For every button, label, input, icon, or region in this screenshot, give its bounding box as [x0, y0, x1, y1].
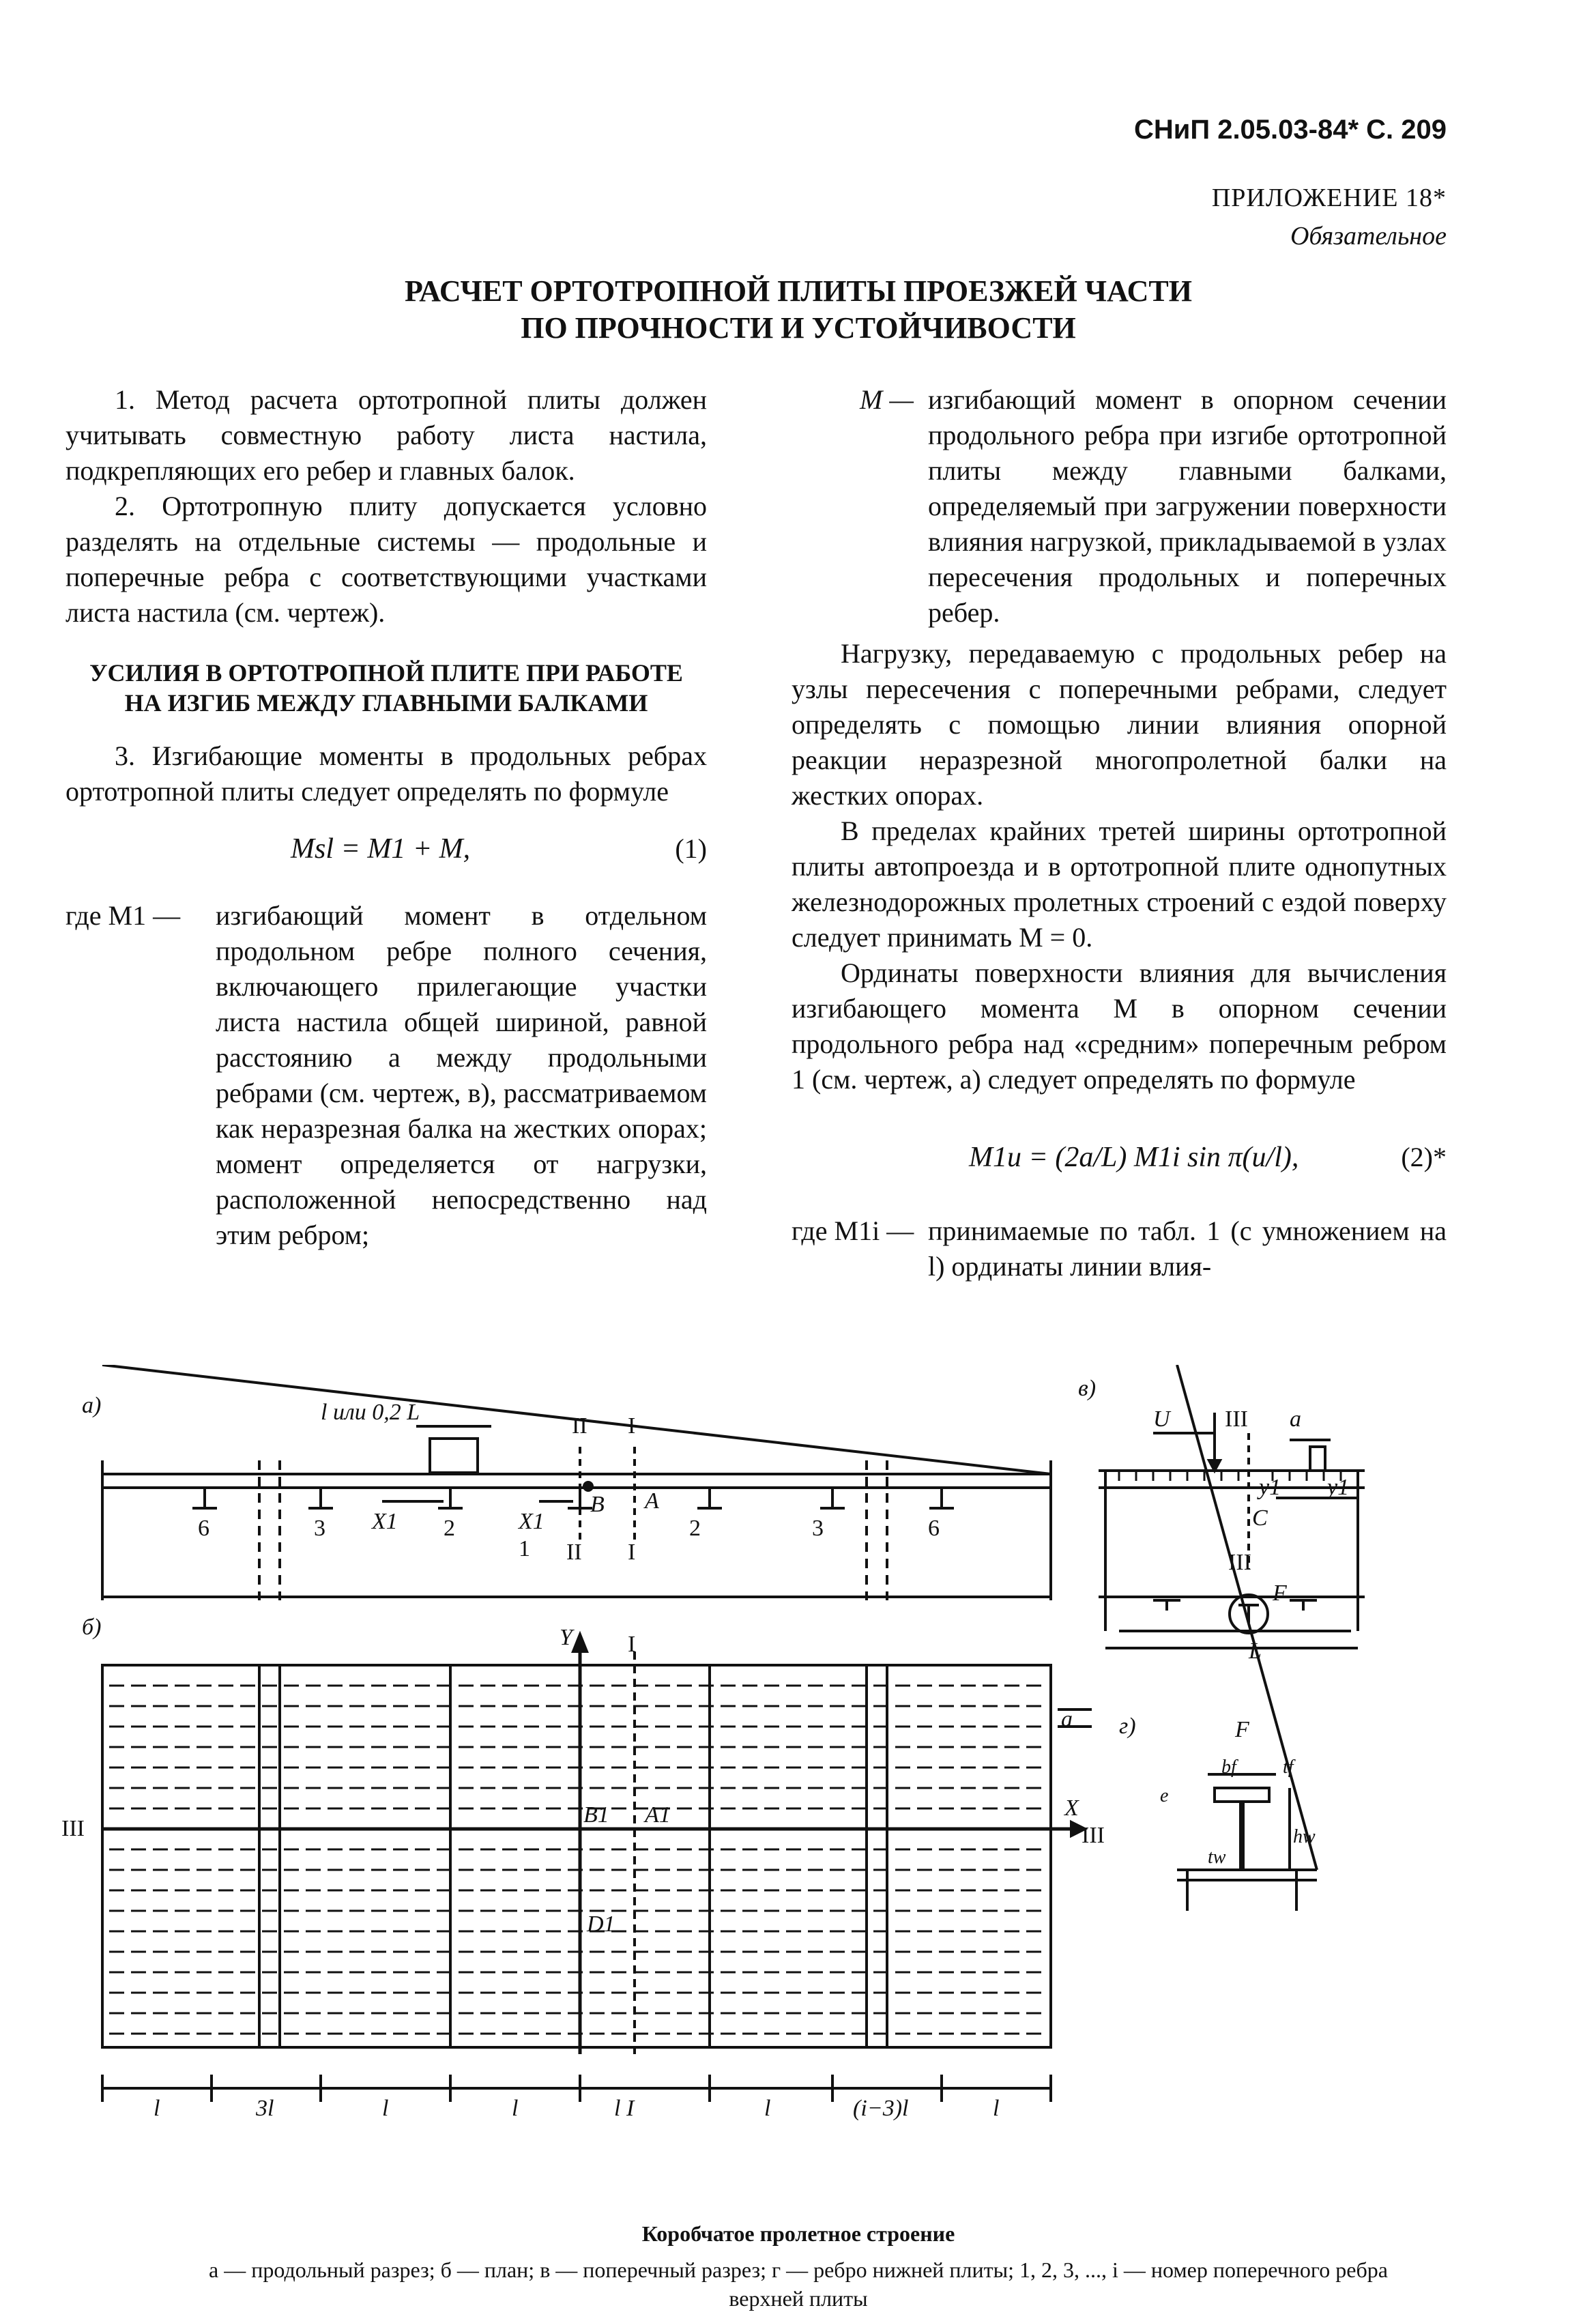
axis-Y: Y [560, 1625, 572, 1650]
span-7: (i−3)l [853, 2096, 909, 2121]
span-8: l [993, 2096, 1000, 2121]
span-6: l [764, 2096, 771, 2121]
section-II-top: II [572, 1413, 587, 1439]
point-A1: A1 [645, 1802, 671, 1828]
formula-2: M1u = (2a/L) M1i sin π(u/l), [969, 1142, 1299, 1173]
rib-2-left: 2 [444, 1516, 455, 1541]
rib-2-right: 2 [689, 1516, 701, 1541]
right-column [792, 382, 1447, 1284]
dim-e: e [1160, 1785, 1169, 1806]
x1-right: X1 [519, 1509, 545, 1534]
label-F-v: F [1273, 1581, 1287, 1606]
span-1: l [154, 2096, 160, 2121]
page-code: СНиП 2.05.03-84* С. 209 [1133, 115, 1447, 145]
dim-y1: y1 [1259, 1475, 1281, 1500]
section-II-bottom: II [566, 1540, 582, 1565]
point-B1: B1 [583, 1802, 609, 1828]
section-III-right: III [1082, 1823, 1105, 1848]
rib-6-left: 6 [198, 1516, 209, 1541]
definition-M1i-term: где M1i — [792, 1215, 914, 1246]
section-I-plan: I [628, 1632, 636, 1657]
paragraph-5: В пределах крайних третей ширины ортотропной плиты автопроезда и в ортотропной плите однопутных железнодорожных пролетных строений с ездой поверху следует принимать M = 0. [792, 816, 1447, 953]
formula-1-row [66, 816, 707, 884]
definition-M1 [66, 898, 707, 1253]
rib-3-right: 3 [812, 1516, 824, 1541]
formula-2-number: (2)* [1401, 1142, 1447, 1172]
paragraph-4: Нагрузку, передаваемую с продольных ребер на узлы пересечения с поперечными ребрами, следует определять с помощью линии влияния опорной реакции неразрезной многопролетной балки на жестких опорах. [792, 638, 1447, 811]
dim-hw: hw [1293, 1826, 1316, 1847]
mandatory-label: Обязательное [1290, 222, 1447, 250]
rib-markers [192, 1488, 954, 1508]
label-v: в) [1078, 1376, 1097, 1401]
span-4: l [512, 2096, 519, 2121]
label-F-g: F [1235, 1717, 1249, 1742]
formula-1: Msl = M1 + M, [291, 833, 471, 865]
paragraph-2: 2. Ортотропную плиту допускается условно разделять на отдельные системы — продольные и поперечные ребра с соответствующими участками листа настила (см. чертеж). [66, 491, 707, 628]
point-B: B [590, 1492, 605, 1517]
definition-M1i-text: принимаемые по табл. 1 (с умножением на l) ординаты линии влия- [928, 1215, 1447, 1282]
figure-caption-title: Коробчатое пролетное строение [641, 2221, 955, 2246]
definition-M-text: изгибающий момент в опорном сечении продольного ребра при изгибе ортотропной плиты между главными балками, определяемый при загружении поверхности влияния нагрузкой, прикладываемой в узлах пересечения продольных и поперечных ребер. [928, 384, 1447, 628]
point-C: C [1252, 1505, 1268, 1531]
title-line-1: РАСЧЕТ ОРТОТРОПНОЙ ПЛИТЫ ПРОЕЗЖЕЙ ЧАСТИ [405, 274, 1192, 308]
figure-v-cross-section [1099, 1413, 1365, 1648]
page-title [205, 273, 1392, 347]
definition-M [792, 382, 1447, 631]
section-I-bottom: I [628, 1540, 636, 1565]
figure-caption-text [68, 2255, 1528, 2313]
span-3: l [382, 2096, 389, 2121]
caption-line-2: верхней плиты [729, 2286, 868, 2311]
label-g: г) [1119, 1714, 1136, 1739]
dim-a-v: a [1290, 1406, 1301, 1432]
formula-2-row [792, 1118, 1447, 1200]
span-2: 3l [256, 2096, 274, 2121]
appendix-label: ПРИЛОЖЕНИЕ 18* [1211, 184, 1447, 212]
rib-6-right: 6 [928, 1516, 940, 1541]
section-III-v-bottom: III [1228, 1550, 1251, 1575]
axis-X: X [1064, 1795, 1079, 1821]
load-label: l или 0,2 L [321, 1400, 420, 1425]
dim-L: L [1249, 1639, 1262, 1664]
label-b: б) [82, 1615, 102, 1640]
left-column [66, 382, 707, 1253]
label-a: а) [82, 1393, 102, 1418]
definition-M1i [792, 1213, 1447, 1284]
dim-y1-right: y1 [1327, 1475, 1350, 1500]
longitudinal-rib-lines [109, 1686, 1044, 2034]
section-heading-line-1: УСИЛИЯ В ОРТОТРОПНОЙ ПЛИТЕ ПРИ РАБОТЕ [89, 659, 683, 687]
caption-line-1: а — продольный разрез; б — план; в — поперечный разрез; г — ребро нижней плиты; 1, 2, 3, ..., i — номер поперечного ребра [209, 2257, 1388, 2282]
point-D1: D1 [587, 1911, 615, 1937]
definition-M1-text: изгибающий момент в отдельном продольном ребре полного сечения, включающего прилегающие участки листа настила общей шириной, равной расстоянию a между продольными ребрами (см. чертеж, в), рассматриваемом как неразрезная балка на жестких опорах; момент определяется от нагрузки, расположенной непосредственно над этим ребром; [216, 900, 707, 1250]
definition-M1-term: где M1 — [66, 900, 181, 931]
section-III-v: III [1225, 1406, 1248, 1432]
figure-b-plan [102, 1634, 1092, 2102]
box-girder-figure [0, 1365, 1596, 2204]
section-III-left: III [61, 1816, 85, 1841]
rib-3-left: 3 [314, 1516, 325, 1541]
paragraph-1: 1. Метод расчета ортотропной плиты должен учитывать совместную работу листа настила, подкрепляющих его ребер и главных балок. [66, 384, 707, 486]
dim-tw: tw [1208, 1847, 1226, 1868]
ribs-ticks [1119, 1471, 1341, 1481]
dim-bf: bf [1221, 1757, 1236, 1778]
rib-1-label: 1 [519, 1536, 530, 1561]
point-A: A [645, 1488, 659, 1514]
definition-M-term: M — [860, 384, 914, 415]
dim-U: U [1153, 1406, 1170, 1432]
section-heading [66, 658, 707, 718]
span-5: l I [614, 2096, 635, 2121]
title-line-2: ПО ПРОЧНОСТИ И УСТОЙЧИВОСТИ [521, 311, 1076, 345]
dim-a-plan: a [1061, 1707, 1073, 1732]
dim-tf: tf [1283, 1757, 1294, 1778]
paragraph-3: 3. Изгибающие моменты в продольных ребрах ортотропной плиты следует определять по формуле [66, 740, 707, 807]
x1-left: X1 [372, 1509, 398, 1534]
section-I-top: I [628, 1413, 636, 1439]
figure-a-longitudinal-section [102, 1365, 1051, 1600]
paragraph-6: Ординаты поверхности влияния для вычисления изгибающего момента M в опорном сечении продольного ребра над «средним» поперечным ребром 1 (см. чертеж, а) следует определять по формуле [792, 957, 1447, 1095]
section-heading-line-2: НА ИЗГИБ МЕЖДУ ГЛАВНЫМИ БАЛКАМИ [124, 689, 648, 717]
formula-1-number: (1) [675, 833, 707, 864]
